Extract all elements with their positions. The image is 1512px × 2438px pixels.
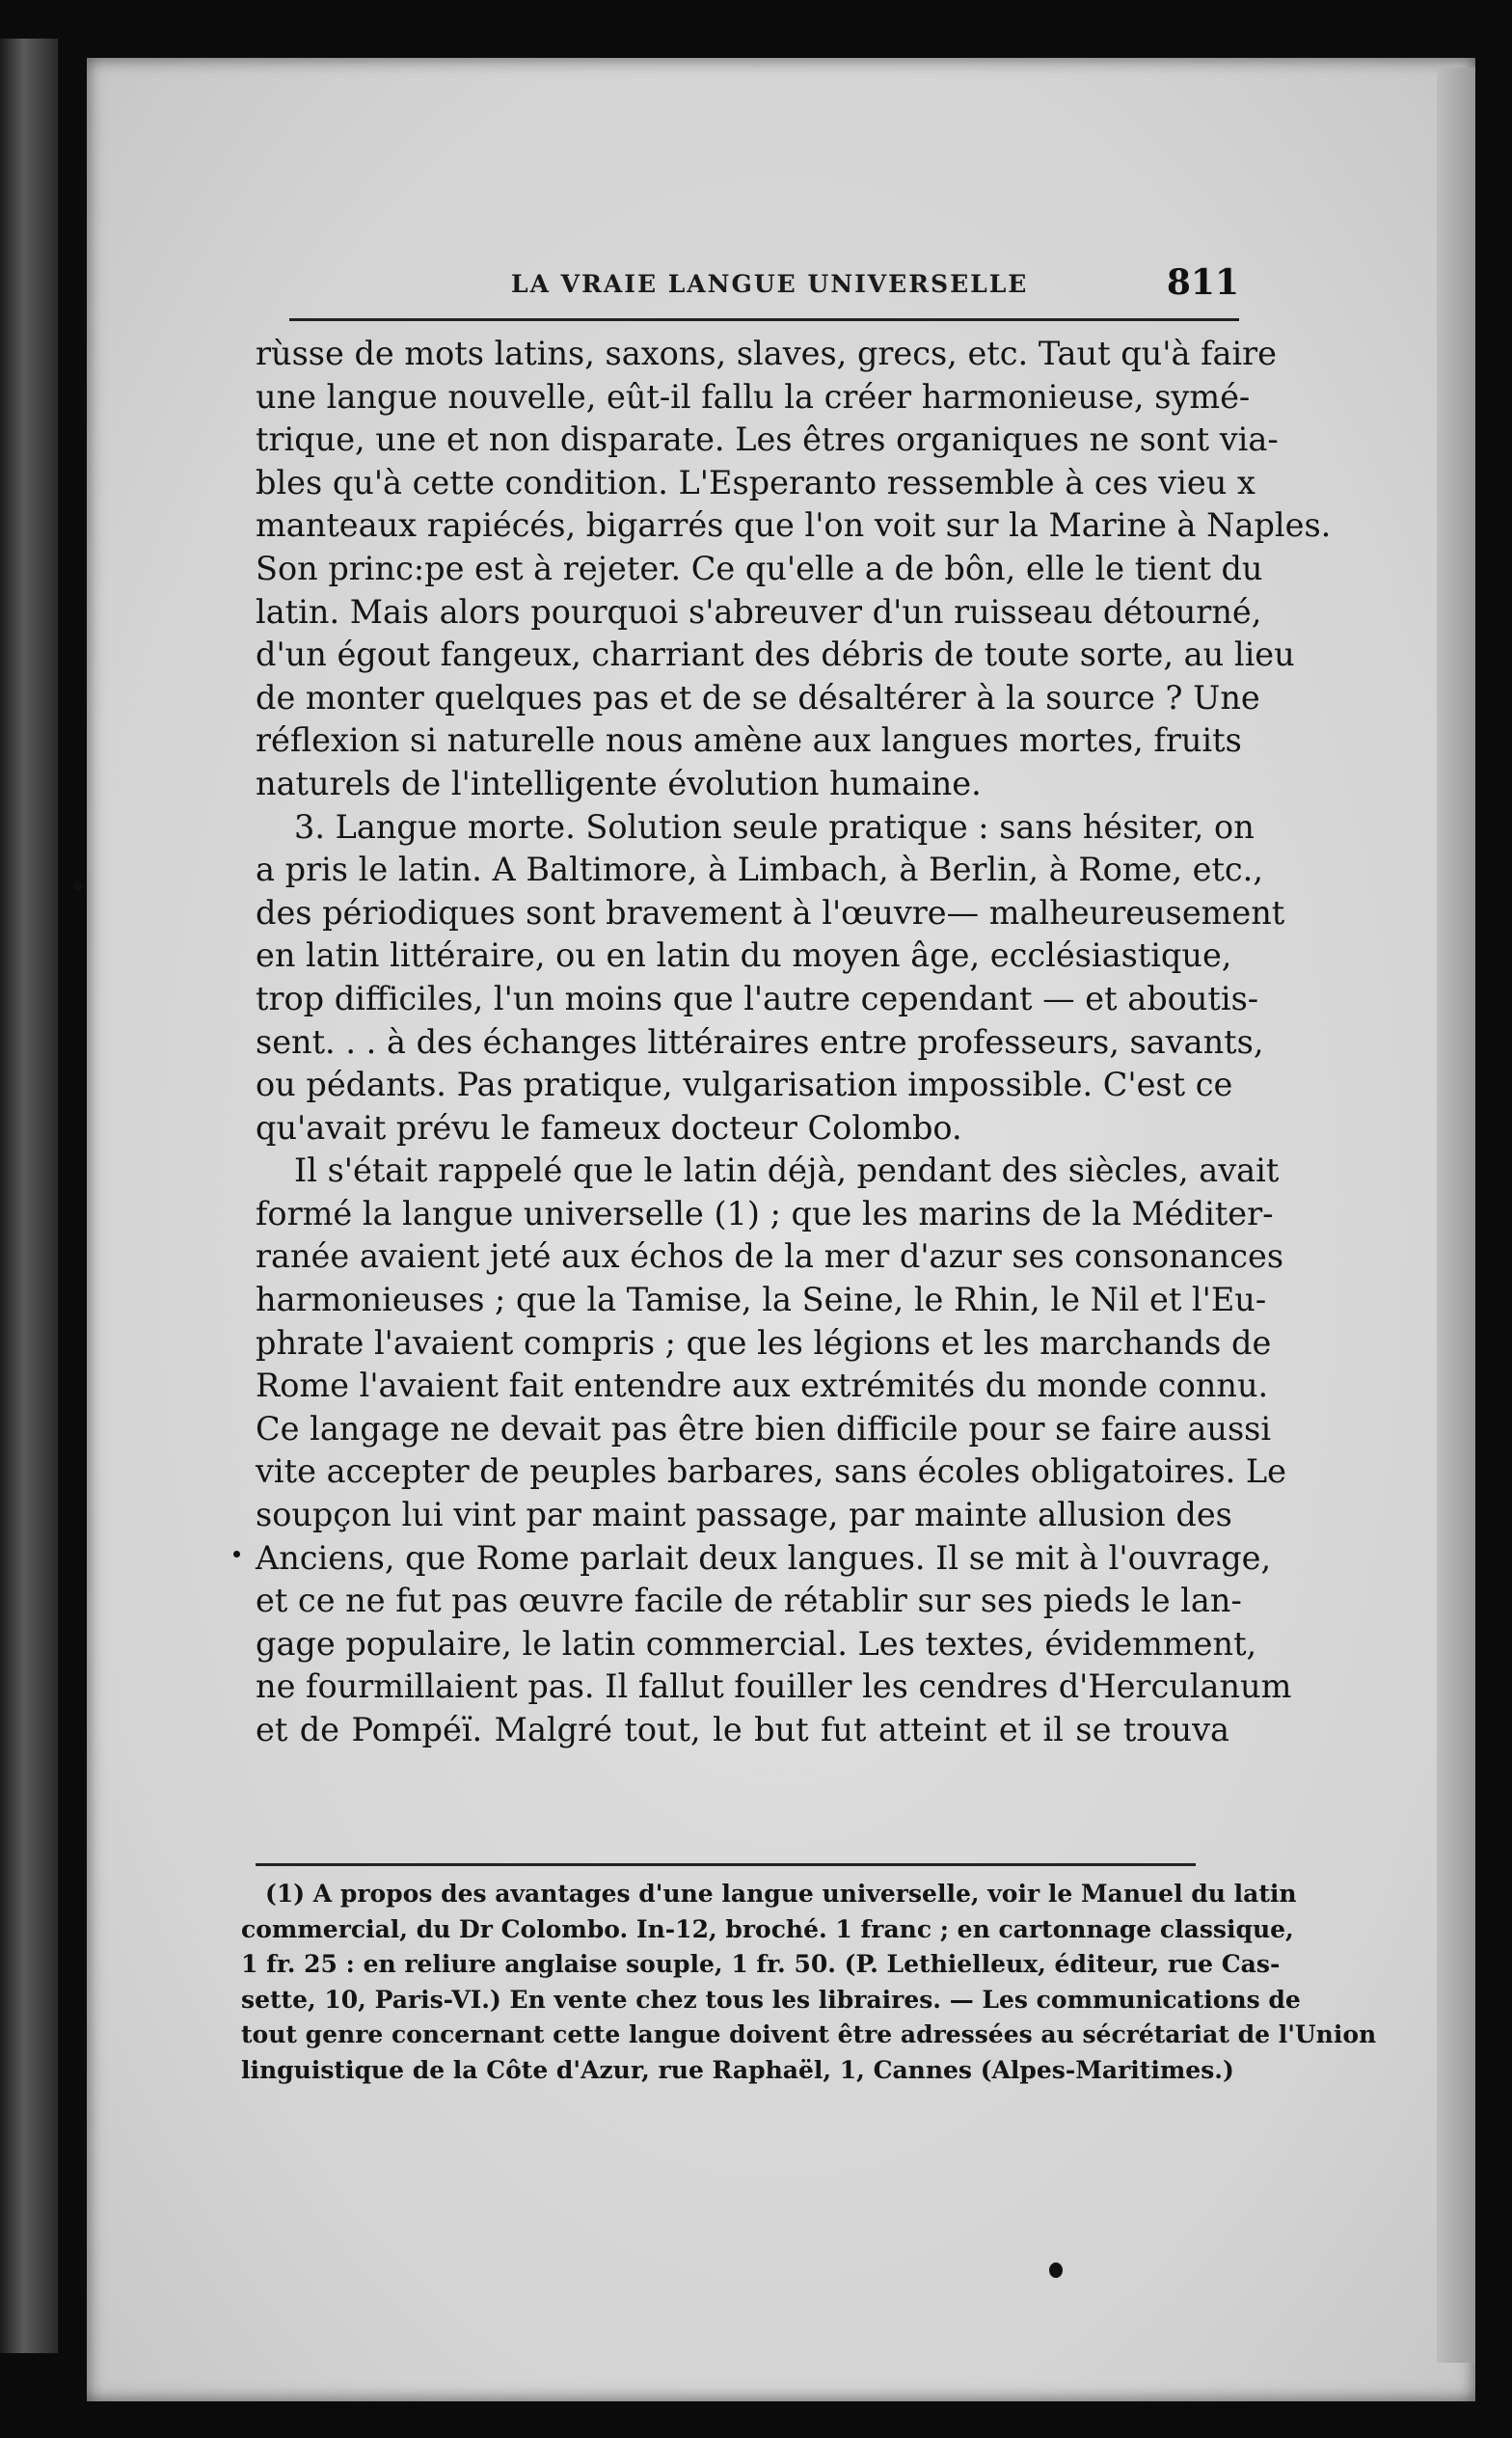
text-line: une langue nouvelle, eût-il fallu la créer harmonieuse, symé-	[256, 377, 1251, 416]
header-rule	[289, 318, 1239, 321]
text-line: harmonieuses ; que la Tamise, la Seine, le Rhin, le Nil et l'Eu-	[256, 1281, 1267, 1319]
footnote-line: sette, 10, Paris-VI.) En vente chez tous les libraires. — Les communications de	[241, 1985, 1301, 2014]
text-line: en latin littéraire, ou en latin du moyen âge, ecclésiastique,	[256, 936, 1232, 975]
text-line: formé la langue universelle (1) ; que les marins de la Méditer-	[256, 1194, 1274, 1233]
text-line: trique, une et non disparate. Les êtres organiques ne sont via-	[256, 420, 1279, 459]
text-line: bles qu'à cette condition. L'Esperanto ressemble à ces vieu x	[256, 463, 1256, 501]
text-line: rùsse de mots latins, saxons, slaves, grecs, etc. Taut qu'à faire	[256, 335, 1277, 372]
footnote-line: 1 fr. 25 : en reliure anglaise souple, 1 fr. 50. (P. Lethielleux, éditeur, rue Cas-	[241, 1950, 1281, 1979]
text-line: phrate l'avaient compris ; que les légions et les marchands de	[256, 1323, 1272, 1362]
page-number: 811	[1166, 262, 1239, 303]
text-line: ou pédants. Pas pratique, vulgarisation impossible. C'est ce	[256, 1066, 1233, 1104]
footnote-line: tout genre concernant cette langue doivent être adressées au sécrétariat de l'Union	[241, 2020, 1377, 2049]
ink-speck	[73, 882, 82, 891]
text-line: a pris le latin. A Baltimore, à Limbach, à Berlin, à Rome, etc.,	[256, 851, 1263, 889]
text-line: manteaux rapiécés, bigarrés que l'on voit sur la Marine à Naples.	[256, 506, 1332, 545]
ink-speck	[1049, 2262, 1063, 2278]
text-line: sent. . . à des échanges littéraires entre professeurs, savants,	[256, 1022, 1264, 1061]
page-edge-strip	[1437, 68, 1475, 2363]
text-line: Il s'était rappelé que le latin déjà, pendant des siècles, avait	[294, 1151, 1280, 1190]
text-line: 3. Langue morte. Solution seule pratique : sans hésiter, on	[294, 807, 1255, 846]
text-line: Ce langage ne devait pas être bien difficile pour se faire aussi	[256, 1409, 1272, 1448]
text-line: d'un égout fangeux, charriant des débris de toute sorte, au lieu	[256, 636, 1295, 674]
text-line: des périodiques sont bravement à l'œuvre— malheureusement	[256, 893, 1285, 932]
adjacent-page-edge	[0, 39, 58, 2353]
footnote-line: commercial, du Dr Colombo. In-12, broché. 1 franc ; en cartonnage classique,	[241, 1914, 1294, 1943]
text-line: ranée avaient jeté aux échos de la mer d'azur ses consonances	[256, 1237, 1284, 1276]
text-line: de monter quelques pas et de se désaltérer à la source ? Une	[256, 678, 1260, 717]
text-line: soupçon lui vint par maint passage, par mainte allusion des	[256, 1496, 1232, 1534]
footnote-line: linguistique de la Côte d'Azur, rue Raphaël, 1, Cannes (Alpes-Maritimes.)	[241, 2055, 1234, 2084]
text-line: naturels de l'intelligente évolution humaine.	[256, 764, 982, 802]
text-line: vite accepter de peuples barbares, sans écoles obligatoires. Le	[256, 1452, 1286, 1491]
footnote-rule	[256, 1863, 1196, 1866]
text-line: et ce ne fut pas œuvre facile de rétablir sur ses pieds le lan-	[256, 1582, 1242, 1620]
text-line: Anciens, que Rome parlait deux langues. Il se mit à l'ouvrage,	[256, 1538, 1272, 1577]
body-text	[256, 333, 1332, 1752]
text-line: et de Pompéï. Malgré tout, le but fut atteint et il se trouva	[256, 1711, 1229, 1748]
footnote-line: (1) A propos des avantages d'une langue universelle, voir le Manuel du latin	[265, 1880, 1297, 1908]
text-line: qu'avait prévu le fameux docteur Colombo.	[256, 1108, 962, 1147]
text-line: latin. Mais alors pourquoi s'abreuver d'un ruisseau détourné,	[256, 592, 1262, 631]
text-line: Son princ:pe est à rejeter. Ce qu'elle a de bôn, elle le tient du	[256, 549, 1263, 587]
text-line: gage populaire, le latin commercial. Les textes, évidemment,	[256, 1624, 1257, 1663]
text-line: ne fourmillaient pas. Il fallut fouiller les cendres d'Herculanum	[256, 1667, 1292, 1706]
ink-speck	[233, 1551, 240, 1558]
text-line: réflexion si naturelle nous amène aux langues mortes, fruits	[256, 721, 1242, 760]
footnote	[241, 1877, 1377, 2089]
running-title: LA VRAIE LANGUE UNIVERSELLE	[511, 270, 1029, 298]
text-line: trop difficiles, l'un moins que l'autre cependant — et aboutis-	[256, 979, 1259, 1017]
text-line: Rome l'avaient fait entendre aux extrémités du monde connu.	[256, 1367, 1269, 1405]
